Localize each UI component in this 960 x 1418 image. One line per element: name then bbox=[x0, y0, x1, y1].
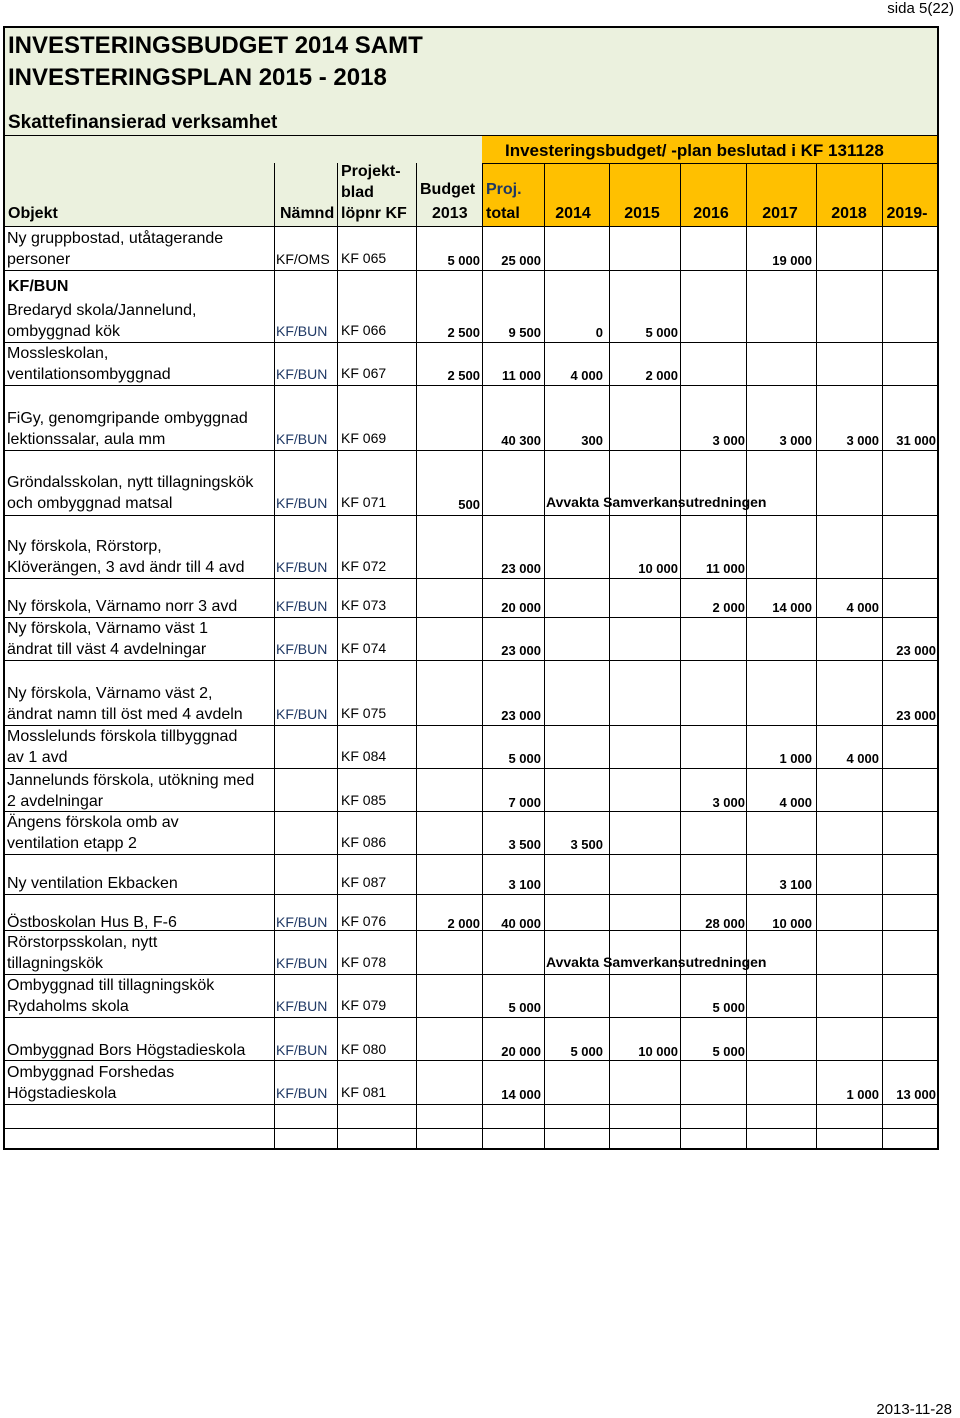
row-divider bbox=[3, 1104, 939, 1105]
banner-divider bbox=[482, 163, 939, 164]
row-budget: 2 000 bbox=[447, 916, 480, 931]
row-namnd: KF/BUN bbox=[276, 1042, 328, 1058]
col-header-year-2017: 2017 bbox=[762, 205, 798, 222]
row-y2019: 23 000 bbox=[896, 643, 936, 658]
column-divider bbox=[609, 226, 610, 1148]
footer-date: 2013-11-28 bbox=[876, 1401, 952, 1418]
row-y2018: 4 000 bbox=[846, 751, 879, 766]
row-objekt: Ny förskola, Värnamo norr 3 avd bbox=[7, 598, 238, 615]
row-y2016: 28 000 bbox=[705, 916, 745, 931]
column-divider bbox=[416, 226, 417, 1148]
header-column-divider bbox=[544, 163, 545, 226]
row-y2019: 23 000 bbox=[896, 708, 936, 723]
row-lopnr: KF 073 bbox=[341, 597, 387, 613]
row-namnd: KF/BUN bbox=[276, 641, 328, 657]
row-objekt: Jannelunds förskola, utökning med 2 avdelningar bbox=[7, 772, 255, 810]
row-namnd: KF/BUN bbox=[276, 598, 328, 614]
header-column-divider bbox=[816, 163, 817, 226]
row-objekt: Mosslelunds förskola tillbyggnad av 1 avd bbox=[7, 728, 238, 766]
row-divider bbox=[3, 1017, 939, 1018]
row-proj: 9 500 bbox=[508, 325, 541, 340]
row-namnd: KF/BUN bbox=[276, 914, 328, 930]
row-lopnr: KF 069 bbox=[341, 430, 387, 446]
row-y2019: 31 000 bbox=[896, 433, 936, 448]
row-objekt: Gröndalsskolan, nytt tillagningskök och ombyggnad matsal bbox=[7, 474, 254, 512]
row-proj: 23 000 bbox=[501, 708, 541, 723]
col-header-proj-2: total bbox=[486, 205, 520, 222]
page-subtitle: Skattefinansierad verksamhet bbox=[8, 112, 278, 133]
row-budget: 5 000 bbox=[447, 253, 480, 268]
column-divider bbox=[337, 226, 338, 1148]
col-header-budget-1: Budget bbox=[420, 181, 476, 198]
row-lopnr: KF 079 bbox=[341, 997, 387, 1013]
row-proj: 40 000 bbox=[501, 916, 541, 931]
row-y2017: 1 000 bbox=[779, 751, 812, 766]
row-lopnr: KF 086 bbox=[341, 834, 387, 850]
row-y2018: 3 000 bbox=[846, 433, 879, 448]
page-title-line1: INVESTERINGSBUDGET 2014 SAMT bbox=[8, 32, 423, 59]
row-lopnr: KF 078 bbox=[341, 954, 387, 970]
header-column-divider bbox=[416, 163, 417, 226]
row-y2019: 13 000 bbox=[896, 1087, 936, 1102]
row-objekt: Ny förskola, Rörstorp, Klöverängen, 3 avd ändr till 4 avd bbox=[7, 538, 245, 576]
row-y2016: 11 000 bbox=[705, 561, 745, 576]
row-namnd: KF/BUN bbox=[276, 998, 328, 1014]
row-proj: 3 100 bbox=[508, 877, 541, 892]
column-divider bbox=[816, 226, 817, 1148]
row-divider bbox=[3, 515, 939, 516]
row-y2016: 3 000 bbox=[712, 795, 745, 810]
page-title-line2: INVESTERINGSPLAN 2015 - 2018 bbox=[8, 64, 387, 91]
header-column-divider bbox=[274, 163, 275, 226]
row-y2015: 2 000 bbox=[645, 368, 678, 383]
row-divider bbox=[3, 450, 939, 451]
row-note-avvakta: Avvakta Samverkansutredningen bbox=[546, 954, 767, 970]
row-note-avvakta: Avvakta Samverkansutredningen bbox=[546, 494, 767, 510]
col-header-year-2015: 2015 bbox=[624, 205, 660, 222]
row-objekt: Rörstorpsskolan, nytt tillagningskök bbox=[7, 934, 158, 972]
col-header-year-2014: 2014 bbox=[555, 205, 591, 222]
row-y2015: 10 000 bbox=[638, 561, 678, 576]
row-y2017: 3 000 bbox=[779, 433, 812, 448]
page-number: sida 5(22) bbox=[887, 0, 954, 17]
column-divider bbox=[544, 226, 545, 1148]
row-y2016: 5 000 bbox=[712, 1000, 745, 1015]
col-header-objekt: Objekt bbox=[8, 205, 58, 222]
row-lopnr: KF 071 bbox=[341, 494, 387, 510]
row-y2016: 5 000 bbox=[712, 1044, 745, 1059]
row-objekt: Ny ventilation Ekbacken bbox=[7, 875, 178, 892]
column-divider bbox=[482, 226, 483, 1148]
row-y2014: 5 000 bbox=[570, 1044, 603, 1059]
header-column-divider bbox=[746, 163, 747, 226]
col-header-year-2019: 2019- bbox=[886, 205, 928, 222]
header-column-divider bbox=[680, 163, 681, 226]
row-lopnr: KF 085 bbox=[341, 792, 387, 808]
row-namnd: KF/BUN bbox=[276, 323, 328, 339]
section-label-kfbun: KF/BUN bbox=[8, 278, 69, 295]
row-proj: 23 000 bbox=[501, 561, 541, 576]
row-proj: 20 000 bbox=[501, 1044, 541, 1059]
row-objekt: Bredaryd skola/Jannelund, ombyggnad kök bbox=[7, 302, 197, 340]
col-header-projekt-2: blad bbox=[341, 184, 374, 201]
row-divider bbox=[3, 1128, 939, 1129]
row-divider bbox=[3, 385, 939, 386]
column-divider bbox=[882, 226, 883, 1148]
row-proj: 11 000 bbox=[501, 368, 541, 383]
row-budget: 500 bbox=[458, 497, 480, 512]
budget-banner: Investeringsbudget/ -plan beslutad i KF 131128 bbox=[505, 141, 884, 160]
row-proj: 25 000 bbox=[501, 253, 541, 268]
row-y2014: 300 bbox=[581, 433, 603, 448]
header-column-divider bbox=[882, 163, 883, 226]
row-lopnr: KF 081 bbox=[341, 1084, 387, 1100]
row-y2014: 3 500 bbox=[570, 837, 603, 852]
row-y2018: 4 000 bbox=[846, 600, 879, 615]
row-divider bbox=[3, 768, 939, 769]
column-divider bbox=[746, 226, 747, 1148]
col-header-year-2018: 2018 bbox=[831, 205, 867, 222]
row-proj: 5 000 bbox=[508, 751, 541, 766]
header-divider bbox=[3, 135, 939, 136]
header-column-divider bbox=[482, 163, 483, 226]
row-lopnr: KF 084 bbox=[341, 748, 387, 764]
row-objekt: Ängens förskola omb av ventilation etapp 2 bbox=[7, 814, 179, 852]
row-objekt: Ombyggnad Bors Högstadieskola bbox=[7, 1042, 246, 1059]
row-objekt: FiGy, genomgripande ombyggnad lektionssalar, aula mm bbox=[7, 410, 248, 448]
header-bottom-line bbox=[3, 226, 939, 227]
header-column-divider bbox=[609, 163, 610, 226]
row-lopnr: KF 072 bbox=[341, 558, 387, 574]
row-lopnr: KF 065 bbox=[341, 250, 387, 266]
row-y2016: 3 000 bbox=[712, 433, 745, 448]
col-header-proj-1: Proj. bbox=[486, 181, 522, 198]
row-namnd: KF/BUN bbox=[276, 559, 328, 575]
row-proj: 5 000 bbox=[508, 1000, 541, 1015]
row-objekt: Ny förskola, Värnamo väst 1 ändrat till väst 4 avdelningar bbox=[7, 620, 208, 658]
row-proj: 14 000 bbox=[501, 1087, 541, 1102]
row-proj: 20 000 bbox=[501, 600, 541, 615]
row-y2018: 1 000 bbox=[846, 1087, 879, 1102]
row-proj: 3 500 bbox=[508, 837, 541, 852]
row-divider bbox=[3, 894, 939, 895]
row-y2017: 4 000 bbox=[779, 795, 812, 810]
row-y2015: 10 000 bbox=[638, 1044, 678, 1059]
row-y2017: 10 000 bbox=[772, 916, 812, 931]
row-y2017: 3 100 bbox=[779, 877, 812, 892]
header-column-divider bbox=[337, 163, 338, 226]
row-y2016: 2 000 bbox=[712, 600, 745, 615]
row-namnd: KF/BUN bbox=[276, 1085, 328, 1101]
row-y2014: 0 bbox=[595, 325, 603, 340]
row-namnd: KF/BUN bbox=[276, 706, 328, 722]
column-divider bbox=[680, 226, 681, 1148]
row-lopnr: KF 076 bbox=[341, 913, 387, 929]
row-objekt: Ombyggnad Forshedas Högstadieskola bbox=[7, 1064, 175, 1102]
row-namnd: KF/BUN bbox=[276, 366, 328, 382]
row-lopnr: KF 074 bbox=[341, 640, 387, 656]
row-y2017: 19 000 bbox=[772, 253, 812, 268]
row-lopnr: KF 087 bbox=[341, 874, 387, 890]
row-lopnr: KF 067 bbox=[341, 365, 387, 381]
row-lopnr: KF 066 bbox=[341, 322, 387, 338]
col-header-namnd: Nämnd bbox=[280, 205, 335, 222]
col-header-year-2016: 2016 bbox=[693, 205, 729, 222]
row-divider bbox=[3, 270, 939, 271]
row-y2015: 5 000 bbox=[645, 325, 678, 340]
row-budget: 2 500 bbox=[447, 325, 480, 340]
col-header-budget-2: 2013 bbox=[432, 205, 468, 222]
row-namnd: KF/BUN bbox=[276, 431, 328, 447]
row-y2014: 4 000 bbox=[570, 368, 603, 383]
row-objekt: Östboskolan Hus B, F-6 bbox=[7, 914, 177, 931]
row-divider bbox=[3, 854, 939, 855]
row-namnd: KF/BUN bbox=[276, 495, 328, 511]
row-proj: 40 300 bbox=[501, 433, 541, 448]
row-budget: 2 500 bbox=[447, 368, 480, 383]
row-namnd: KF/OMS bbox=[276, 251, 330, 267]
row-objekt: Ny förskola, Värnamo väst 2, ändrat namn till öst med 4 avdeln bbox=[7, 685, 243, 723]
col-header-projekt-3: löpnr KF bbox=[341, 205, 407, 222]
row-objekt: Mossleskolan, ventilationsombyggnad bbox=[7, 345, 171, 383]
row-proj: 7 000 bbox=[508, 795, 541, 810]
row-lopnr: KF 080 bbox=[341, 1041, 387, 1057]
row-lopnr: KF 075 bbox=[341, 705, 387, 721]
col-header-projekt-1: Projekt- bbox=[341, 163, 401, 180]
row-namnd: KF/BUN bbox=[276, 955, 328, 971]
row-proj: 23 000 bbox=[501, 643, 541, 658]
row-divider bbox=[3, 660, 939, 661]
row-objekt: Ombyggnad till tillagningskök Rydaholms skola bbox=[7, 977, 215, 1015]
row-objekt: Ny gruppbostad, utåtagerande personer bbox=[7, 230, 224, 268]
row-divider bbox=[3, 578, 939, 579]
row-y2017: 14 000 bbox=[772, 600, 812, 615]
